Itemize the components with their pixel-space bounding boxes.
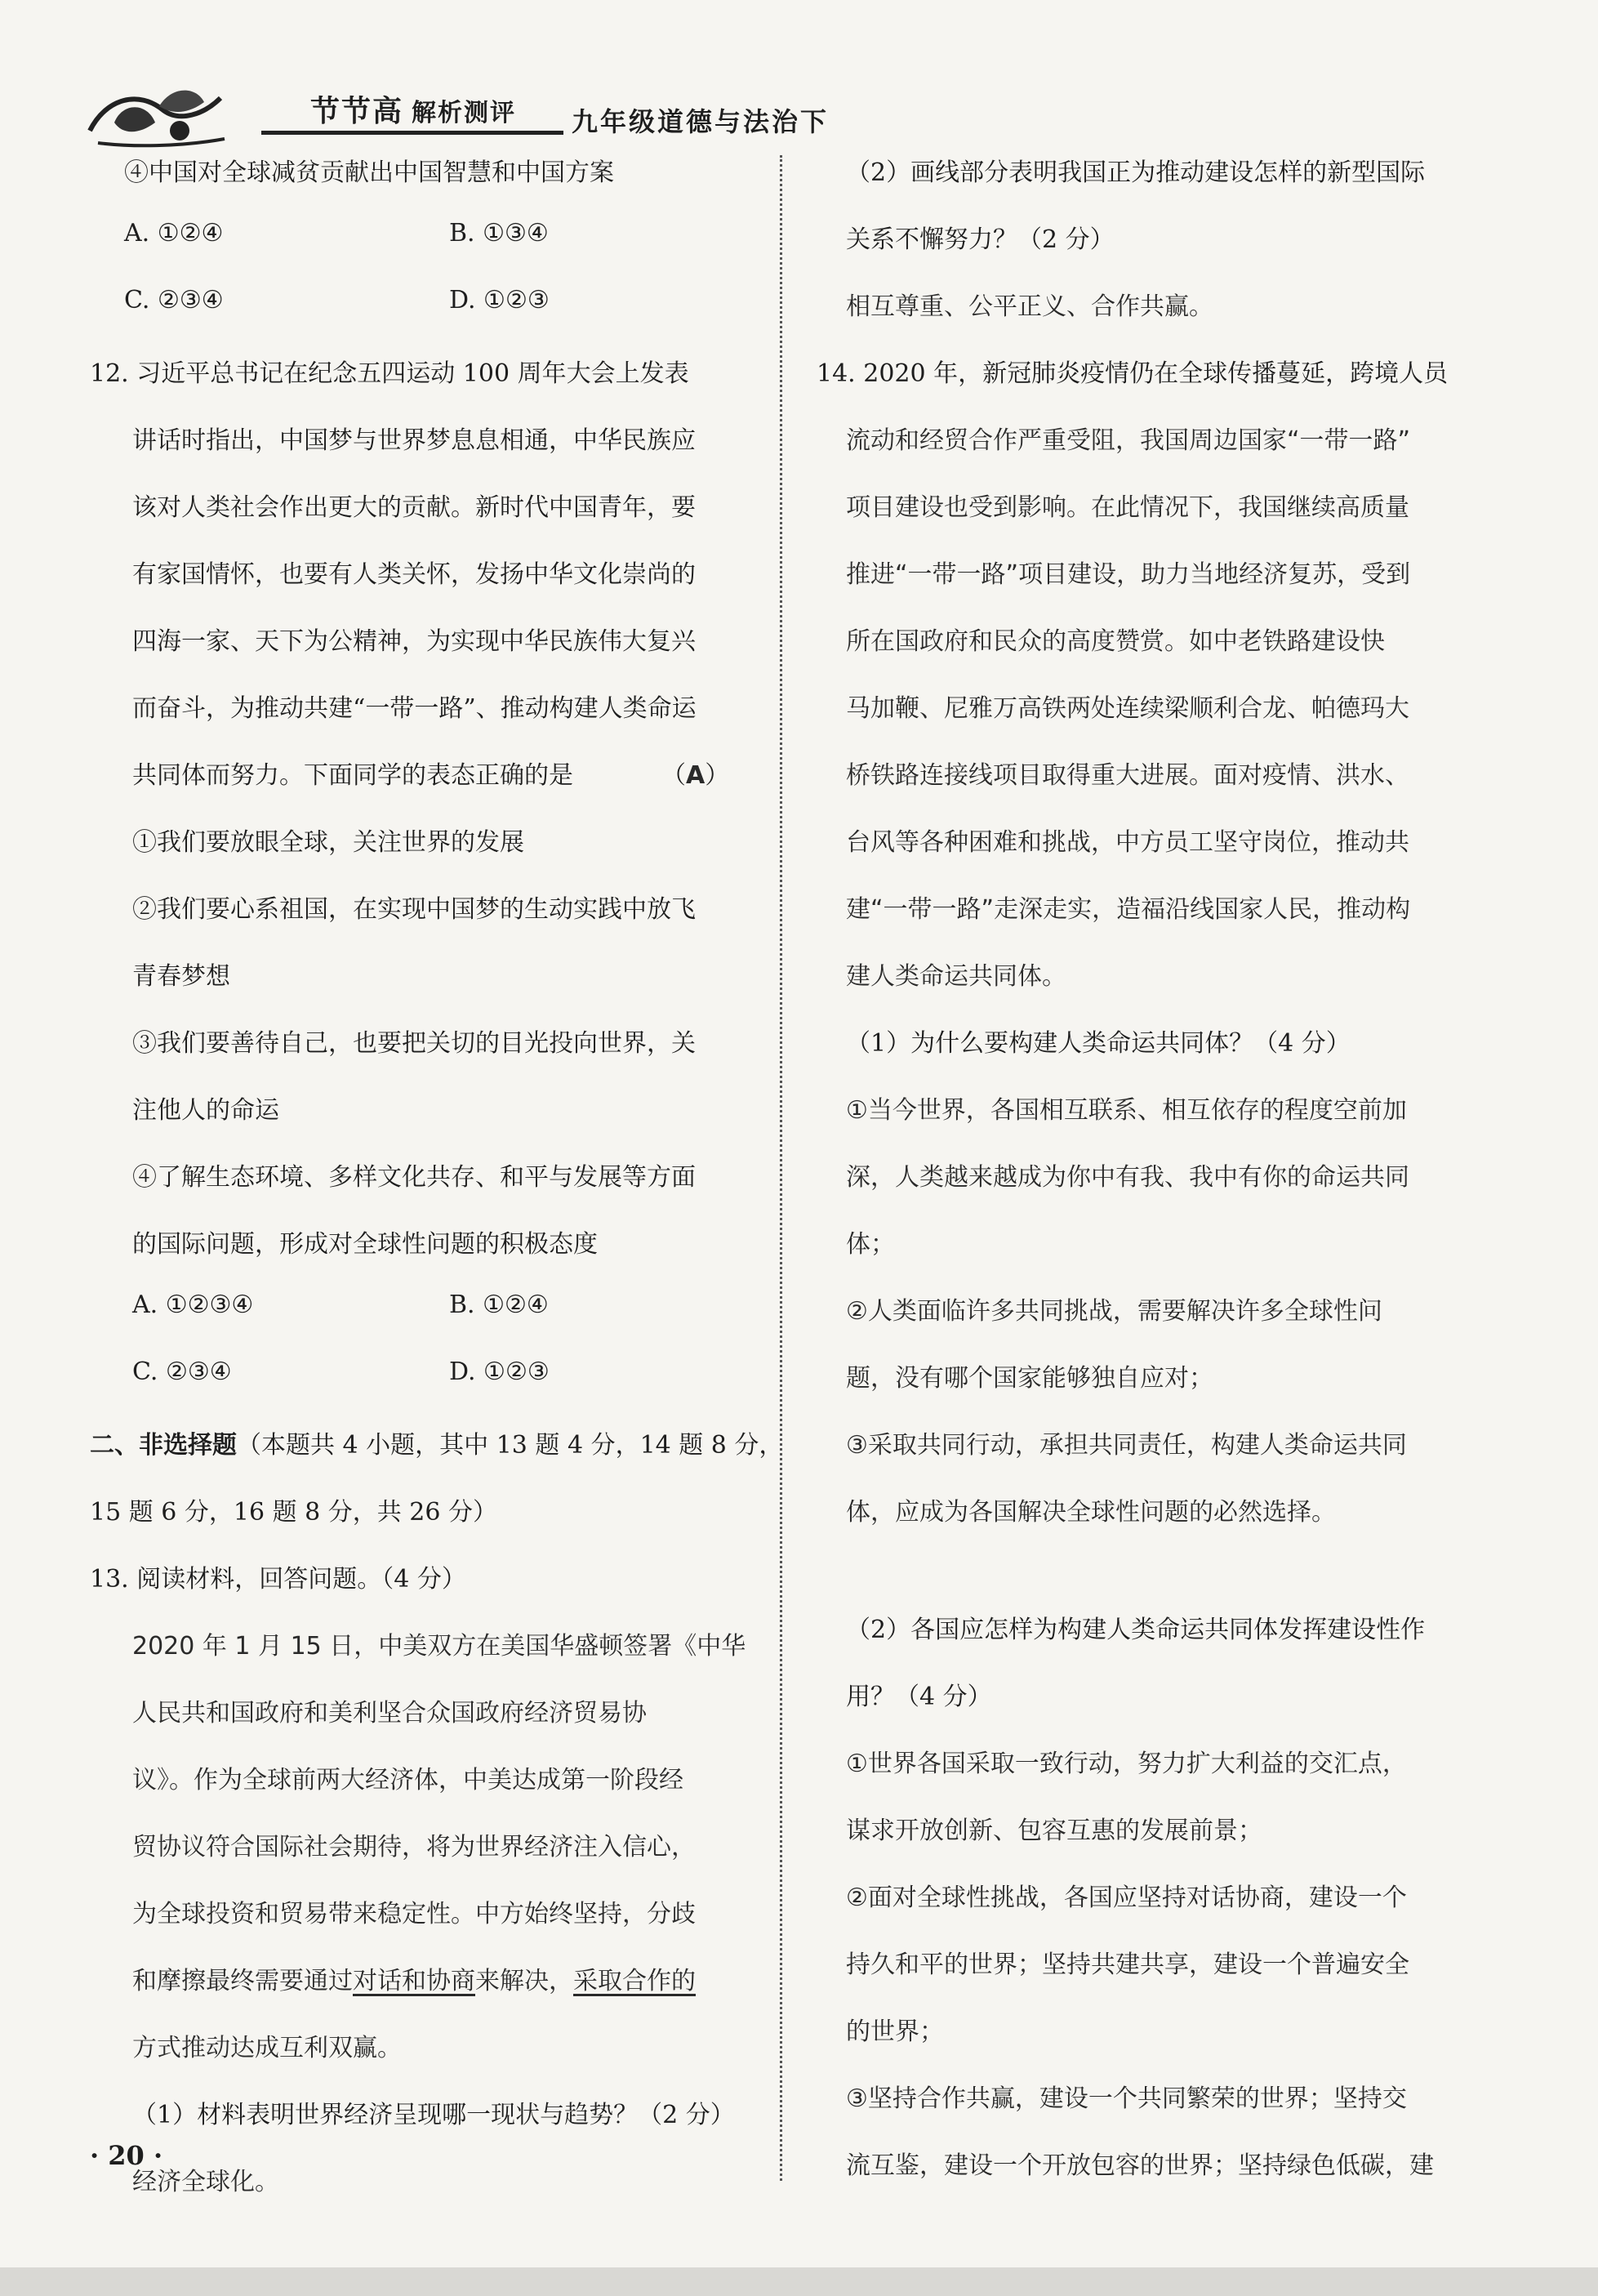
q14-sub1-answer-line: ③采取共同行动，承担共同责任，构建人类命运共同 [846, 1431, 1407, 1460]
column-divider [780, 155, 782, 2181]
q12-paren-open: （ [661, 761, 686, 790]
q12-stem-line: 该对人类社会作出更大的贡献。新时代中国青年，要 [132, 493, 696, 522]
q13-sub1: （1）材料表明世界经济呈现哪一现状与趋势？（2 分） [132, 2101, 735, 2129]
q13-material-line: 为全球投资和贸易带来稳定性。中方始终坚持，分歧 [132, 1900, 696, 1928]
q13-material-line: 2020 年 1 月 15 日，中美双方在美国华盛顿签署《中华 [132, 1632, 746, 1661]
q14-sub2: （2）各国应怎样为构建人类命运共同体发挥建设性作 [846, 1616, 1426, 1644]
q14-sub1-answer-line: 体，应成为各国解决全球性问题的必然选择。 [846, 1498, 1336, 1527]
q13-material-line [132, 1960, 696, 1996]
q12-stem-line: 而奋斗，为推动共建“一带一路”、推动构建人类命运 [132, 694, 697, 723]
q13-sub2: （2）画线部分表明我国正为推动建设怎样的新型国际 [846, 158, 1426, 187]
q11-choice-d: D. ①②③ [449, 286, 550, 314]
q13-title: 13. 阅读材料，回答问题。（4 分） [90, 1565, 466, 1594]
q11-choice-a: A. ①②④ [124, 219, 224, 247]
section2-note-cont: 15 题 6 分，16 题 8 分，共 26 分） [90, 1498, 497, 1527]
q14-stem-line: 流动和经贸合作严重受阻，我国周边国家“一带一路” [846, 426, 1411, 455]
q11-option-4: ④中国对全球减贫贡献出中国智慧和中国方案 [124, 158, 614, 187]
q12-option-4-cont: 的国际问题，形成对全球性问题的积极态度 [132, 1230, 598, 1259]
q14-sub1-answer-line: ①当今世界，各国相互联系、相互依存的程度空前加 [846, 1096, 1407, 1125]
q12-answer: A [686, 761, 706, 790]
q14-stem-line: 项目建设也受到影响。在此情况下，我国继续高质量 [846, 493, 1409, 522]
brand-title [310, 88, 516, 130]
q12-stem-line: 四海一家、天下为公精神，为实现中华民族伟大复兴 [132, 627, 696, 656]
q14-stem-line: 建人类命运共同体。 [846, 962, 1066, 991]
q13-material-line: 议》。作为全球前两大经济体，中美达成第一阶段经 [132, 1766, 683, 1794]
q14-stem-line: 桥铁路连接线项目取得重大进展。面对疫情、洪水、 [846, 761, 1409, 790]
section2-title: 二、非选择题 [90, 1431, 237, 1460]
q13-material-line: 方式推动达成互利双赢。 [132, 2034, 402, 2062]
section2-note: （本题共 4 小题，其中 13 题 4 分，14 题 8 分， [237, 1431, 784, 1460]
q14-stem-line: 14. 2020 年，新冠肺炎疫情仍在全球传播蔓延，跨境人员 [817, 359, 1449, 388]
q12-choice-d: D. ①②③ [449, 1358, 550, 1386]
q12-option-2-cont: 青春梦想 [132, 962, 230, 991]
material-text: 和摩擦最终需要通过 [132, 1967, 353, 1995]
q14-stem-line: 推进“一带一路”项目建设，助力当地经济复苏，受到 [846, 560, 1411, 589]
q14-stem-line: 台风等各种困难和挑战，中方员工坚守岗位，推动共 [846, 828, 1409, 857]
q14-stem-line: 所在国政府和民众的高度赞赏。如中老铁路建设快 [846, 627, 1385, 656]
q12-option-3-cont: 注他人的命运 [132, 1096, 279, 1125]
q12-option-1: ①我们要放眼全球，关注世界的发展 [132, 828, 524, 857]
material-text: 来解决， [475, 1967, 573, 1995]
q11-choice-c: C. ②③④ [124, 286, 224, 314]
q14-sub2-answer-line: ③坚持合作共赢，建设一个共同繁荣的世界；坚持交 [846, 2084, 1407, 2113]
q14-sub2-answer-line: 流互鉴，建设一个开放包容的世界；坚持绿色低碳，建 [846, 2151, 1434, 2180]
q11-choice-b: B. ①③④ [449, 219, 549, 247]
brand-subtitle: 解析测评 [412, 99, 517, 127]
scan-bottom-edge [0, 2267, 1598, 2296]
page-header [82, 65, 1551, 155]
q14-sub1-answer-line: 题，没有哪个国家能够独自应对； [846, 1364, 1213, 1393]
q14-sub2-cont: 用？（4 分） [846, 1683, 992, 1711]
q12-stem-line: 讲话时指出，中国梦与世界梦息息相通，中华民族应 [132, 426, 696, 455]
q12-choice-a: A. ①②③④ [132, 1291, 254, 1319]
q12-choice-c: C. ②③④ [132, 1358, 232, 1386]
q14-sub2-answer-line: ①世界各国采取一致行动，努力扩大利益的交汇点， [846, 1750, 1407, 1778]
q13-material-line: 贸协议符合国际社会期待，将为世界经济注入信心， [132, 1833, 696, 1861]
q14-stem-line: 马加鞭、尼雅万高铁两处连续梁顺利合龙、帕德玛大 [846, 694, 1409, 723]
q13-sub2-answer: 相互尊重、公平正义、合作共赢。 [846, 292, 1213, 321]
q13-sub2-cont: 关系不懈努力？（2 分） [846, 225, 1115, 254]
q14-sub2-answer-line: 持久和平的世界；坚持共建共享，建设一个普遍安全 [846, 1950, 1409, 1979]
course-title: 九年级道德与法治下 [572, 106, 830, 137]
q12-paren-close: ） [705, 761, 730, 790]
underlined-phrase: 采取合作的 [573, 1967, 696, 1995]
q12-stem-line: 有家国情怀，也要有人类关怀，发扬中华文化崇尚的 [132, 560, 696, 589]
q12-answer-bracket [661, 755, 729, 791]
ornament-logo-icon [82, 65, 229, 155]
q12-option-4: ④了解生态环境、多样文化共存、和平与发展等方面 [132, 1163, 696, 1192]
q13-sub1-answer: 经济全球化。 [132, 2168, 279, 2196]
q12-choice-b: B. ①②④ [449, 1291, 549, 1319]
underlined-phrase: 对话和协商 [353, 1967, 475, 1995]
q14-stem-line: 建“一带一路”走深走实，造福沿线国家人民，推动构 [846, 895, 1411, 924]
brand-name: 节节高 [310, 95, 404, 128]
q12-stem-line: 12. 习近平总书记在纪念五四运动 100 周年大会上发表 [90, 359, 689, 388]
q13-material-line: 人民共和国政府和美利坚合众国政府经济贸易协 [132, 1699, 647, 1728]
q14-sub1-answer-line: ②人类面临许多共同挑战，需要解决许多全球性问 [846, 1297, 1382, 1326]
q14-sub1: （1）为什么要构建人类命运共同体？（4 分） [846, 1029, 1351, 1058]
q12-stem-line: 共同体而努力。下面同学的表态正确的是 [132, 761, 573, 790]
page-number: · 20 · [90, 2140, 163, 2171]
q14-sub1-answer-line: 深，人类越来越成为你中有我、我中有你的命运共同 [846, 1163, 1409, 1192]
q14-sub2-answer-line: 的世界； [846, 2017, 944, 2046]
q14-sub1-answer-line: 体； [846, 1230, 895, 1259]
section2-heading [90, 1424, 783, 1460]
q14-sub2-answer-line: ②面对全球性挑战，各国应坚持对话协商，建设一个 [846, 1884, 1407, 1912]
q14-sub2-answer-line: 谋求开放创新、包容互惠的发展前景； [846, 1817, 1262, 1845]
q12-option-2: ②我们要心系祖国，在实现中国梦的生动实践中放飞 [132, 895, 696, 924]
header-rule [261, 131, 563, 135]
q12-option-3: ③我们要善待自己，也要把关切的目光投向世界，关 [132, 1029, 696, 1058]
